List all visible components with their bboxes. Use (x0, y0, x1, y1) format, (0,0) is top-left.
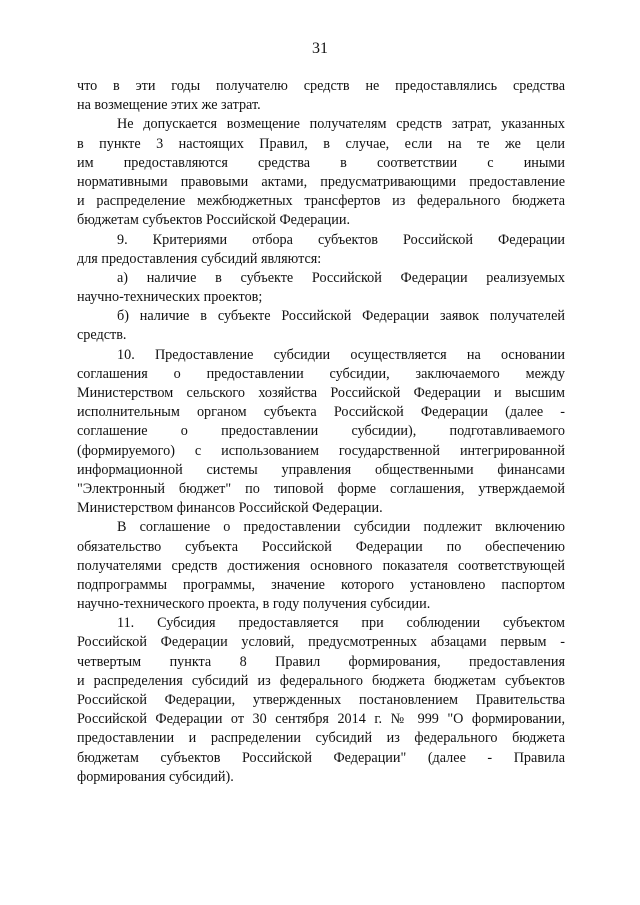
text-line: на возмещение этих же затрат. (77, 97, 261, 114)
text-line: Российской Федерации, утвержденных постановлением Правительства (77, 692, 565, 708)
text-line: получателями средств достижения основного показателя соответствующей (77, 557, 565, 574)
paragraph (77, 77, 565, 115)
text-line: бюджетам субъектов Российской Федерации. (77, 212, 351, 229)
text-line: соглашение о предоставлении субсидии), подготавливаемого (77, 423, 565, 440)
text-line: и распределения субсидий из федерального бюджета бюджетам субъектов (77, 672, 565, 689)
text-line: Российской Федерации от 30 сентября 2014 г. № 999 "О формировании, (77, 711, 565, 728)
text-line: для предоставления субсидий являются: (77, 250, 322, 267)
text-line: обязательство субъекта Российской Федерации по обеспечению (77, 538, 565, 555)
text-line: "Электронный бюджет" по типовой форме соглашения, утверждаемой (77, 480, 565, 497)
paragraph (77, 346, 565, 519)
text-line: б) наличие в субъекте Российской Федерации заявок получателей (117, 308, 565, 325)
text-line: 10. Предоставление субсидии осуществляется на основании (117, 346, 565, 363)
text-line: и распределение межбюджетных трансфертов из федерального бюджета (77, 193, 565, 210)
text-line: подпрограммы программы, значение которого установлено паспортом (77, 576, 565, 593)
text-line: Не допускается возмещение получателям средств затрат, указанных (117, 116, 565, 133)
text-line: 9. Критериями отбора субъектов Российской Федерации (117, 231, 565, 248)
text-line: информационной системы управления общественными финансами (77, 461, 565, 478)
text-line: нормативными правовыми актами, предусматривающими предоставление (77, 173, 565, 190)
text-line: (формируемого) с использованием государственной интегрированной (77, 442, 565, 459)
paragraph (77, 614, 565, 787)
paragraph (77, 231, 565, 269)
text-line: средств. (77, 327, 127, 344)
paragraph (77, 307, 565, 345)
text-line: Российской Федерации условий, предусмотренных абзацами первым - (77, 634, 565, 651)
text-line: четвертым пункта 8 Правил формирования, предоставления (77, 653, 565, 670)
text-line: соглашения о предоставлении субсидии, заключаемого между (77, 365, 565, 382)
text-line: что в эти годы получателю средств не предоставлялись средства (77, 78, 565, 94)
page-number: 31 (312, 40, 328, 57)
text-line: В соглашение о предоставлении субсидии подлежит включению (117, 519, 565, 536)
text-line: Министерством финансов Российской Федерации. (77, 500, 383, 517)
document-body (77, 77, 565, 787)
paragraph (77, 115, 565, 230)
text-line: формирования субсидий). (77, 768, 234, 785)
paragraph (77, 269, 565, 307)
text-line: им предоставляются средства в соответствии с иными (77, 154, 565, 171)
text-line: Министерством сельского хозяйства Российской Федерации и высшим (77, 385, 565, 401)
text-line: научно-технического проекта, в году получения субсидии. (77, 596, 431, 613)
text-line: исполнительным органом субъекта Российской Федерации (далее - (77, 404, 565, 421)
paragraph (77, 518, 565, 614)
text-line: научно-технических проектов; (77, 289, 263, 306)
text-line: а) наличие в субъекте Российской Федерации реализуемых (117, 269, 565, 286)
text-line: 11. Субсидия предоставляется при соблюдении субъектом (117, 615, 565, 632)
text-line: бюджетам субъектов Российской Федерации" (далее - Правила (77, 749, 565, 766)
text-line: предоставлении и распределении субсидий из федерального бюджета (77, 730, 565, 747)
text-line: в пункте 3 настоящих Правил, в случае, если на те же цели (77, 135, 565, 152)
